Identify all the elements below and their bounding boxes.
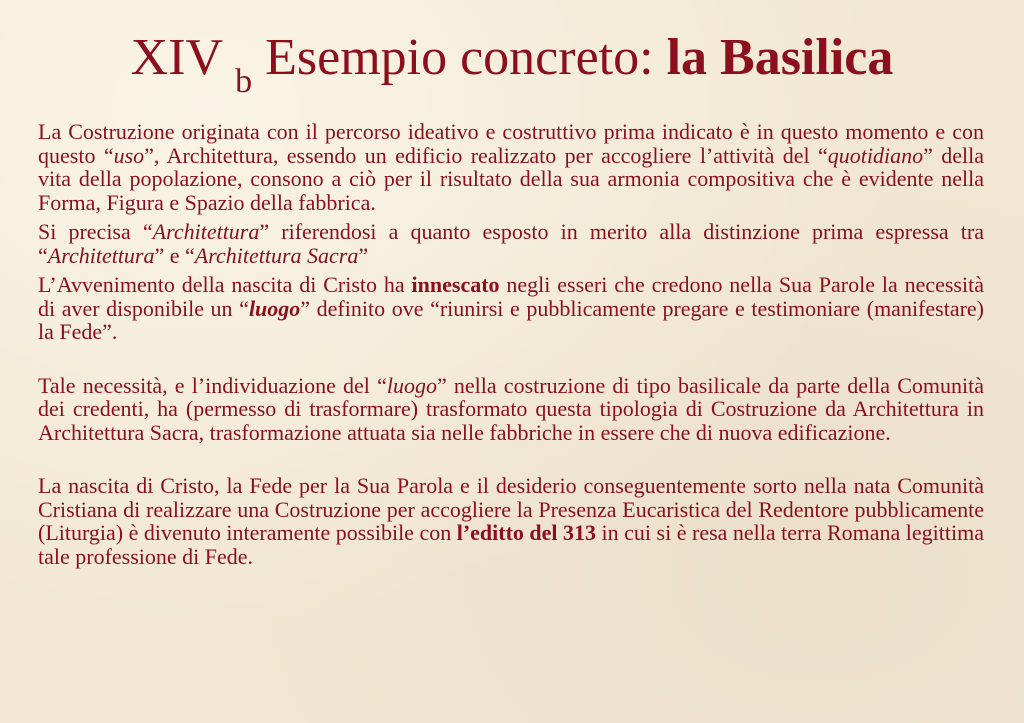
p3-bold-innescato: innescato: [411, 272, 500, 297]
title-bold: la Basilica: [666, 29, 894, 86]
p3-bold-italic-luogo: luogo: [248, 295, 301, 321]
p5-text-b: in cui si è resa nella terra Romana legittima tale professione di Fede.: [38, 520, 984, 569]
p1-italic-uso: uso: [113, 142, 145, 168]
p2-text-c: ” e “: [154, 242, 195, 268]
paragraph-4: [38, 374, 984, 445]
p5-bold-editto: l’editto del 313: [456, 520, 597, 545]
paragraph-2: [38, 220, 984, 267]
p2-text-a: Si precisa “: [38, 219, 153, 244]
p2-italic-architettura: Architettura: [152, 219, 260, 244]
p2-text-b: ” riferendosi a quanto esposto in merito alla distinzione prima espressa tra “: [38, 219, 985, 268]
paragraph-5: [38, 474, 984, 568]
p1-italic-quotidiano: quotidiano: [827, 142, 924, 168]
body-text: [38, 120, 984, 574]
p1-text-a: La Costruzione originata con il percorso ideativo e costruttivo prima indicato è in questo momento e con questo “: [38, 119, 984, 168]
title-subscript: b: [235, 63, 253, 100]
paragraph-3: [38, 273, 984, 344]
p2-italic-architettura-2: Architettura: [47, 242, 155, 268]
p3-text-a: L’Avvenimento della nascita di Cristo ha: [38, 272, 412, 297]
p4-text-a: Tale necessità, e l’individuazione del “: [38, 372, 387, 398]
title-middle: Esempio concreto:: [265, 29, 654, 86]
p3-text-c: ” definito ove “riunirsi e pubblicamente pregare e testimoniare (manifestare) la Fede”.: [38, 295, 984, 344]
page-title: [0, 28, 1024, 100]
p2-italic-architettura-sacra: Architettura Sacra: [194, 242, 359, 268]
title-prefix: XIV: [130, 29, 223, 86]
p4-italic-luogo: luogo: [386, 372, 437, 398]
p5-text-a: La nascita di Cristo, la Fede per la Sua Parola e il desiderio conseguentemente sorto nella nata Comunità Cristiana di realizzare una Costruzione per accogliere la Presenza Eucaristica del Redentore pubblicamente (Liturgia) è divenuto interamente possibile con: [38, 473, 984, 545]
p3-text-b: negli esseri che credono nella Sua Parole la necessità di aver disponibile un “: [38, 272, 984, 321]
paragraph-1: [38, 120, 984, 214]
p4-text-b: ” nella costruzione di tipo basilicale da parte della Comunità dei credenti, ha (permesso di trasformare) trasformato questa tipologia di Costruzione da Architettura in Architettura Sacra, trasformazione attuata sia nelle fabbriche in essere che di nuova edificazione.: [38, 372, 984, 445]
p1-text-b: ”, Architettura, essendo un edificio realizzato per accogliere l’attività del “: [144, 142, 828, 168]
p2-text-d: ”: [358, 242, 369, 268]
p1-text-c: ” della vita della popolazione, consono a ciò per il risultato della sua armonia compositiva che è evidente nella Forma, Figura e Spazio della fabbrica.: [38, 142, 984, 215]
